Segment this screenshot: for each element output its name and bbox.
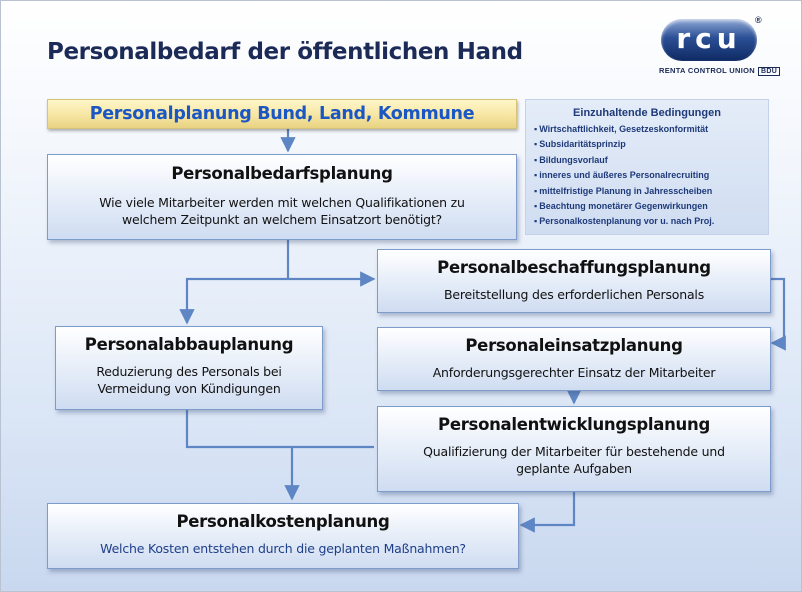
box-personalbedarfsplanung — [47, 154, 517, 240]
box-title: Personalentwicklungsplanung — [438, 415, 710, 434]
box-description-line: Wie viele Mitarbeiter werden mit welchen Qualifikationen zu — [99, 195, 465, 210]
conditions-list — [534, 122, 760, 230]
condition-item: ▪ Bildungsvorlauf — [534, 153, 760, 168]
logo-company: RENTA CONTROL UNION — [659, 66, 755, 75]
box-personalkostenplanung — [47, 503, 519, 569]
box-personalabbauplanung — [55, 326, 323, 410]
box-description-line: Qualifizierung der Mitarbeiter für bestehende und — [423, 444, 725, 459]
box-description-line: Reduzierung des Personals bei — [96, 364, 282, 379]
logo-badge: BDU — [758, 67, 780, 76]
box-title: Personalbedarfsplanung — [171, 164, 393, 183]
arrow-entwicklung-to-kosten — [521, 491, 574, 525]
box-title: Personaleinsatzplanung — [465, 336, 683, 355]
box-description-line: Welche Kosten entstehen durch die geplanten Maßnahmen? — [100, 541, 466, 556]
page-title: Personalbedarf der öffentlichen Hand — [47, 39, 523, 65]
line-abbau-down — [187, 409, 374, 447]
box-personalentwicklungsplanung — [377, 406, 771, 492]
box-description-line: Anforderungsgerechter Einsatz der Mitarbeiter — [432, 365, 716, 380]
logo-registered: ® — [755, 15, 762, 25]
box-description-line: geplante Aufgaben — [516, 461, 632, 476]
condition-item: ▪ Subsidaritätsprinzip — [534, 137, 760, 152]
condition-item: ▪ Personalkostenplanung vor u. nach Proj. — [534, 214, 760, 229]
box-title: Personalbeschaffungsplanung — [437, 258, 711, 277]
box-description-line: Vermeidung von Kündigungen — [97, 381, 281, 396]
box-personaleinsatzplanung — [377, 327, 771, 391]
condition-item: ▪ Beachtung monetärer Gegenwirkungen — [534, 199, 760, 214]
condition-item: ▪ mittelfristige Planung in Jahresscheiben — [534, 184, 760, 199]
arrow-to-abbau — [187, 279, 288, 323]
box-title: Personalabbauplanung — [84, 335, 294, 354]
line-beschaffung-right — [771, 279, 784, 343]
box-description-line: welchem Zeitpunkt an welchem Einsatzort benötigt? — [122, 212, 442, 227]
conditions-heading: Einzuhaltende Bedingungen — [573, 107, 721, 119]
logo-mark: rcu — [661, 19, 757, 61]
condition-item: ▪ inneres und äußeres Personalrecruiting — [534, 168, 760, 183]
conditions-panel — [525, 99, 769, 235]
top-bar: Personalplanung Bund, Land, Kommune — [47, 99, 517, 129]
box-description-line: Bereitstellung des erforderlichen Personals — [443, 287, 705, 302]
box-personalbeschaffungsplanung — [377, 249, 771, 313]
box-title: Personalkostenplanung — [176, 512, 390, 531]
condition-item: ▪ Wirtschaftlichkeit, Gesetzeskonformität — [534, 122, 760, 137]
